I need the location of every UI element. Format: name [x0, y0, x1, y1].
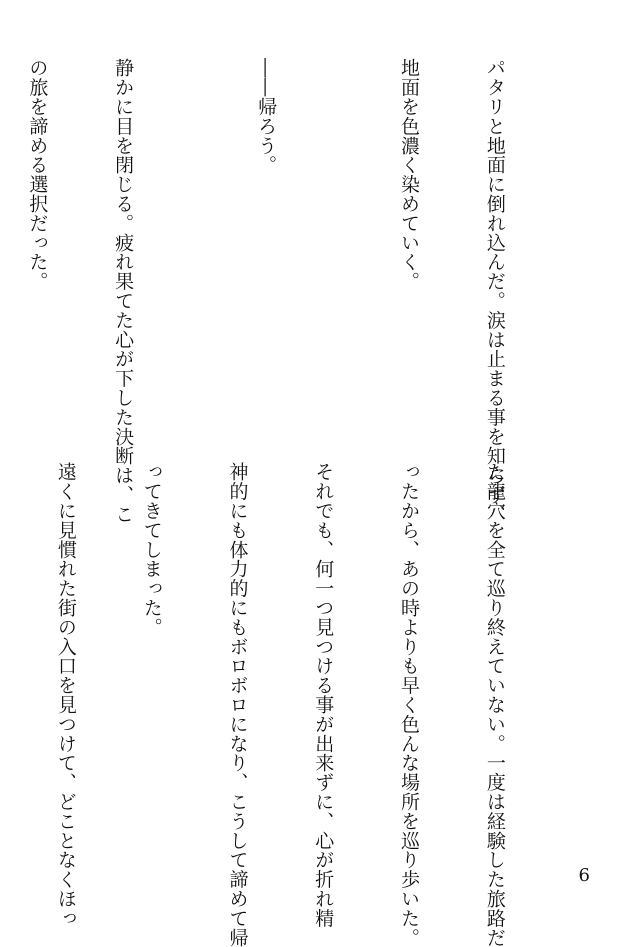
text-line: ったから、あの時よりも早く色んな場所を巡り歩いた。: [398, 462, 421, 947]
text-line: の旅を諦める選択だった。: [26, 58, 49, 291]
text-line: 地面を色濃く染めていく。: [398, 58, 421, 291]
text-line: 神的にも体力的にもボロボロになり、こうして諦めて帰: [226, 462, 249, 947]
page-number: 6: [578, 865, 590, 886]
lower-text-block: [0, 462, 566, 947]
text-line: 静かに目を閉じる。疲れ果てた心が下した決断は、こ: [112, 58, 135, 524]
text-line: パタリと地面に倒れ込んだ。涙は止まる事を知らず、: [483, 58, 506, 524]
text-line: ――帰ろう。: [255, 58, 278, 175]
text-line: それでも、何一つ見つける事が出来ずに、心が折れ精: [312, 462, 335, 928]
text-line: た龍穴を全て巡り終えていない。一度は経験した旅路だ: [483, 462, 506, 947]
text-line: 遠くに見慣れた街の入口を見つけて、どことなくほっ: [54, 462, 77, 928]
upper-text-block: [0, 58, 566, 524]
text-line: ってきてしまった。: [140, 462, 163, 637]
